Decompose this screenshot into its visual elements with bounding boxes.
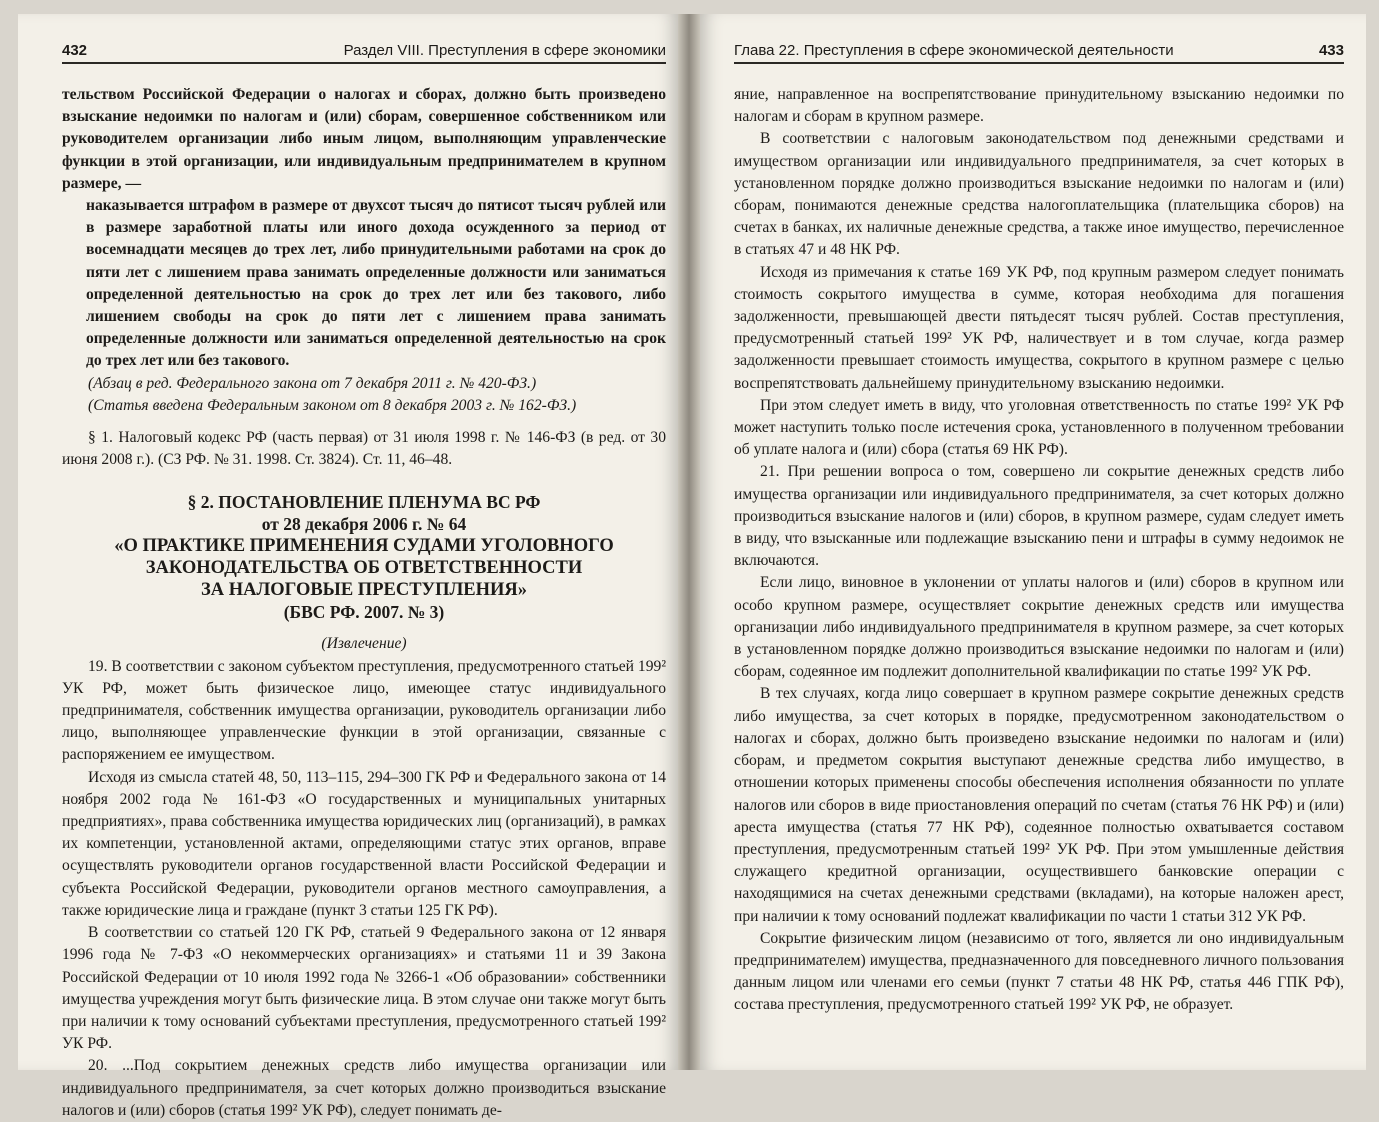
- extract-label: (Извлечение): [321, 635, 407, 653]
- paragraph-meaning: Исходя из смысла статей 48, 50, 113–115, 294–300 ГК РФ и Федерального закона от 14 ноября 2002 года № 161-ФЗ «О государственных и муниципальных унитарных предприятиях», права собственника имущества юридических лиц (организаций), в рамках их компетенции, установленной актами, определяющими статус этих органов, вправе осуществлять руководители органов государственной власти Российской Федерации и субъекта Российской Федерации, руководители органов местного самоуправления, а также юридические лица и граждане (пункт 3 статьи 125 ГК РФ).: [62, 768, 666, 919]
- resolution-title-line-3: ЗА НАЛОГОВЫЕ ПРЕСТУПЛЕНИЯ»: [200, 580, 528, 601]
- amendment-note: (Абзац в ред. Федерального закона от 7 декабря 2011 г. № 420-ФЗ.): [88, 374, 537, 392]
- section-2-heading: § 2. ПОСТАНОВЛЕНИЕ ПЛЕНУМА ВС РФ: [187, 492, 541, 513]
- left-page: [18, 14, 678, 1119]
- paragraph-20: 20. ...Под сокрытием денежных средств либо имущества организации или индивидуального предпринимателя, за счет которых должно производиться взыскание налогов и (или) сборов (статья 199² УК РФ), следует понимать де-: [62, 1057, 666, 1119]
- resolution-date: от 28 декабря 2006 г. № 64: [261, 514, 467, 535]
- right-page-number: 433: [1318, 42, 1344, 59]
- left-column: [62, 84, 666, 1122]
- paragraph-article-120: В соответствии со статьей 120 ГК РФ, статьей 9 Федерального закона от 12 января 1996 года № 7-ФЗ «О некоммерческих организациях» и статьями 11 и 39 Закона Российской Федерации от 10 июля 1992 года № 3266-1 «Об образовании» собственники имущества учреждения могут быть физические лица. В этом случае они также могут быть при наличии к тому оснований субъектами преступления, предусмотренного статьей 199² УК РФ.: [62, 924, 666, 1053]
- right-column: [734, 84, 1344, 1017]
- paragraph-article-169: Исходя из примечания к статье 169 УК РФ, под крупным размером следует понимать стоимость сокрытого имущества в сумме, которая необходима для погашения задолженности, превышающей двести пятьдесят тысяч рублей. Состав преступления, предусмотренный статьей 199² УК РФ, наличествует и в том случае, когда размер задолженности превышает стоимость имущества, сокрытого в крупном размере с целью воспрепятствовать дальнейшему принудительному взысканию недоимки.: [734, 263, 1344, 392]
- introduction-note: (Статья введена Федеральным законом от 8 декабря 2003 г. № 162-ФЗ.): [88, 396, 577, 414]
- right-running-head: [734, 40, 1344, 64]
- paragraph-funds-definition: В соответствии с налоговым законодательством под денежными средствами и имуществом организации или индивидуального предпринимателя, за счет которых в установленном порядке должно производиться взыскание недоимки по налогам и (или) сборам, понимаются денежные средства налогоплательщика (плательщика сборов) на счетах в банках, их наличные денежные средства, а также иное имущество, перечисленное в статьях 47 и 48 НК РФ.: [734, 130, 1344, 259]
- paragraph-cases: В тех случаях, когда лицо совершает в крупном размере сокрытие денежных средств либо имущества, за счет которых в порядке, предусмотренном законодательством о налогах и сборах, должно быть произведено взыскание недоимки по налогам и (или) сборам, и предметом сокрытия выступают денежные средства либо имущество, в отношении которых применены способы обеспечения исполнения обязанности по уплате налогов или сборов в виде приостановления операций по счетам (статья 76 НК РФ) и (или) ареста имущества (статья 77 НК РФ), содеянное полностью охватывается составом преступления, предусмотренным статьей 199² УК РФ. При этом умышленные действия служащего кредитной организации, осуществившего банковские операции с находящимися на счетах денежными средствами (вкладами), на которые наложен арест, при наличии к тому оснований подлежат квалификации по части 1 статьи 312 УК РФ.: [734, 685, 1344, 925]
- article-sanction: наказывается штрафом в размере от двухсот тысяч до пятисот тысяч рублей или в размере заработной платы или иного дохода осужденного за период от восемнадцати месяцев до трех лет, либо принудительными работами на срок до пяти лет с лишением права занимать определенные должности или заниматься определенной деятельностью на срок до трех лет или без такового, либо лишением свободы на срок до пяти лет с лишением права занимать определенные должности или заниматься определенной деятельностью на срок до трех лет или без такового.: [86, 197, 666, 370]
- resolution-source: (БВС РФ. 2007. № 3): [283, 602, 445, 623]
- paragraph-21: 21. При решении вопроса о том, совершено ли сокрытие денежных средств либо имущества организации или индивидуального предпринимателя, за счет которых должно производиться взыскание налогов и (или) сборов, в крупном размере, судам следует иметь в виду, что взысканные или подлежащие взысканию пени и штрафы в сумму недоимок не включаются.: [734, 463, 1344, 570]
- paragraph-liability: При этом следует иметь в виду, что уголовная ответственность по статье 199² УК РФ может наступить только после истечения срока, установленного в полученном требовании об уплате налога и (или) сбора (статья 69 НК РФ).: [734, 396, 1344, 459]
- left-running-title: Раздел VIII. Преступления в сфере экономики: [343, 42, 666, 59]
- resolution-title-line-2: ЗАКОНОДАТЕЛЬСТВА ОБ ОТВЕТСТВЕННОСТИ: [145, 558, 583, 579]
- left-running-head: [62, 40, 666, 64]
- paragraph-personal-property: Сокрытие физическим лицом (независимо от того, является ли оно индивидуальным предпринимателем) имущества, предназначенного для повседневного личного пользования данным лицом или членами его семьи (пункт 7 статьи 48 НК РФ, статья 446 ГПК РФ), состава преступления, предусмотренного статьей 199² УК РФ, не образует.: [734, 929, 1344, 1014]
- right-page: [700, 14, 1366, 1070]
- left-page-number: 432: [62, 42, 88, 59]
- paragraph-evasion: Если лицо, виновное в уклонении от уплаты налогов и (или) сборов в крупном или особо крупном размере, осуществляет сокрытие денежных средств или имущества организации либо индивидуального предпринимателя в крупном размере, за счет которых в установленном порядке должно производиться взыскание недоимки по налогам и (или) сборам, содеянное им подлежит дополнительной квалификации по статье 199² УК РФ.: [734, 574, 1344, 681]
- paragraph-19: 19. В соответствии с законом субъектом преступления, предусмотренного статьей 199² УК РФ, может быть физическое лицо, имеющее статус индивидуального предпринимателя, собственник имущества организации, руководитель организации либо лицо, выполняющее управленческие функции в этой организации, связанные с распоряжением ее имуществом.: [62, 657, 666, 764]
- paragraph-continued: яние, направленное на воспрепятствование принудительному взысканию недоимки по налогам и сборам в крупном размере.: [734, 86, 1344, 126]
- book-gutter: [678, 14, 700, 1070]
- resolution-title-line-1: «О ПРАКТИКЕ ПРИМЕНЕНИЯ СУДАМИ УГОЛОВНОГО: [114, 536, 614, 557]
- right-running-title: Глава 22. Преступления в сфере экономической деятельности: [734, 42, 1174, 59]
- article-text: тельством Российской Федерации о налогах и сборах, должно быть произведено взыскание недоимки по налогам и (или) сборам, совершенное собственником или руководителем организации либо иным лицом, выполняющим управленческие функции в этой организации, или индивидуальным предпринимателем в крупном размере, —: [62, 86, 666, 192]
- section-1-reference: § 1. Налоговый кодекс РФ (часть первая) от 31 июля 1998 г. № 146-ФЗ (в ред. от 30 июня 2008 г.). (СЗ РФ. № 31. 1998. Ст. 3824). Ст. 11, 46–48.: [62, 429, 666, 469]
